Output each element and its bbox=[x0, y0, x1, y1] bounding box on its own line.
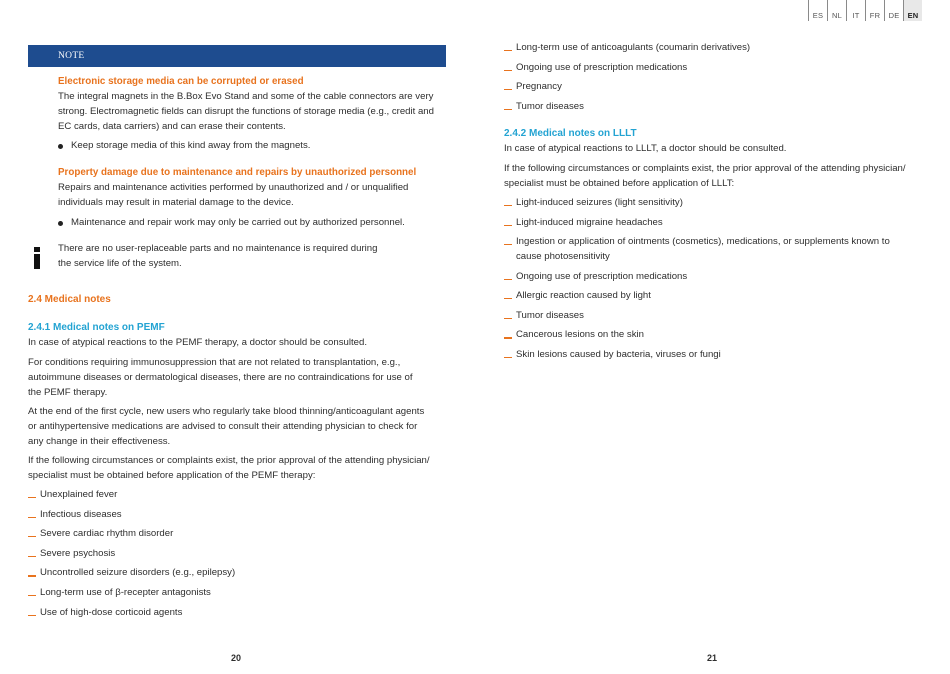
pemf-contraindication-list bbox=[28, 488, 235, 620]
list-item: Pregnancy bbox=[504, 80, 750, 95]
text-line: individuals may result in material damage to the device. bbox=[58, 196, 294, 208]
bullet-storage bbox=[58, 139, 310, 154]
lang-tab-it[interactable]: IT bbox=[846, 0, 865, 21]
lang-tab-fr[interactable]: FR bbox=[865, 0, 884, 21]
list-item: Use of high-dose corticoid agents bbox=[28, 606, 235, 621]
pemf-contraindication-list-continued bbox=[504, 41, 750, 115]
text-line: or antihypertensive medications are advised to consult their attending physician to check for bbox=[28, 420, 418, 432]
text-line: specialist must be obtained before application of the PEMF therapy: bbox=[28, 469, 316, 481]
lang-tab-en[interactable]: EN bbox=[903, 0, 922, 21]
paragraph-pemf-approval bbox=[28, 454, 430, 484]
text-line: specialist must be obtained before application of LLLT: bbox=[504, 177, 735, 189]
text-line: For conditions requiring immunosuppression that are not related to transplantation, e.g., bbox=[28, 357, 401, 368]
text-line: EC cards, data carriers) and can erase their contents. bbox=[58, 120, 286, 132]
note-banner bbox=[28, 45, 446, 67]
warning-text-storage bbox=[58, 90, 434, 134]
list-item: Severe cardiac rhythm disorder bbox=[28, 527, 235, 542]
bullet-icon bbox=[58, 221, 63, 226]
list-item: Cancerous lesions on the skin bbox=[504, 328, 924, 343]
list-item: Light-induced migraine headaches bbox=[504, 216, 924, 231]
subsection-heading-lllt: 2.4.2 Medical notes on LLLT bbox=[504, 128, 637, 139]
note-label: NOTE bbox=[58, 51, 85, 61]
list-item: Infectious diseases bbox=[28, 508, 235, 523]
page-number-right: 21 bbox=[707, 653, 718, 663]
bullet-text: Keep storage media of this kind away from the magnets. bbox=[71, 140, 311, 151]
list-item: Long-term use of β-recepter antagonists bbox=[28, 586, 235, 601]
text-line: In case of atypical reactions to LLLT, a doctor should be consulted. bbox=[504, 143, 787, 154]
paragraph-pemf-atypical bbox=[28, 336, 367, 351]
list-item: Unexplained fever bbox=[28, 488, 235, 503]
info-icon bbox=[32, 247, 42, 269]
paragraph-pemf-first-cycle bbox=[28, 405, 424, 449]
bullet-maintenance bbox=[58, 216, 405, 231]
text-line: The integral magnets in the B.Box Evo Stand and some of the cable connectors are very bbox=[58, 91, 434, 102]
paragraph-lllt-approval bbox=[504, 162, 906, 192]
list-item: Ingestion or application of ointments (cosmetics), medications, or supplements known to cause photosensitivity bbox=[504, 235, 924, 265]
page-number-left: 20 bbox=[231, 653, 242, 663]
list-item: Ongoing use of prescription medications bbox=[504, 61, 750, 76]
list-item: Allergic reaction caused by light bbox=[504, 289, 924, 304]
list-item: Long-term use of anticoagulants (coumarin derivatives) bbox=[504, 41, 750, 56]
text-line: At the end of the first cycle, new users who regularly take blood thinning/anticoagulant agents bbox=[28, 406, 425, 417]
language-tabs bbox=[808, 0, 922, 21]
list-item: Tumor diseases bbox=[504, 309, 924, 324]
text-line: strong. Electromagnetic fields can disrupt the functions of storage media (e.g., credit and bbox=[58, 105, 434, 117]
subsection-heading-pemf: 2.4.1 Medical notes on PEMF bbox=[28, 322, 165, 333]
text-line: any change in their effectiveness. bbox=[28, 435, 171, 447]
text-line: Repairs and maintenance activities performed by unauthorized and / or unqualified bbox=[58, 182, 409, 193]
list-item: Light-induced seizures (light sensitivity) bbox=[504, 196, 924, 211]
bullet-icon bbox=[58, 144, 63, 149]
list-item: Ongoing use of prescription medications bbox=[504, 270, 924, 285]
section-heading-medical-notes: 2.4 Medical notes bbox=[28, 294, 111, 305]
text-line: autoimmune diseases or dermatological diseases, there are no contraindications for use of bbox=[28, 371, 413, 383]
text-line: the service life of the system. bbox=[58, 257, 182, 269]
paragraph-lllt-atypical bbox=[504, 142, 786, 157]
text-line: There are no user-replaceable parts and no maintenance is required during bbox=[58, 243, 378, 254]
warning-text-maintenance bbox=[58, 181, 408, 211]
paragraph-pemf-immunosuppression bbox=[28, 356, 413, 400]
text-line: If the following circumstances or complaints exist, the prior approval of the attending physician/ bbox=[28, 455, 430, 466]
list-item: Tumor diseases bbox=[504, 100, 750, 115]
warning-heading-storage: Electronic storage media can be corrupted or erased bbox=[58, 76, 304, 87]
lllt-contraindication-list bbox=[504, 196, 924, 363]
text-line: In case of atypical reactions to the PEMF therapy, a doctor should be consulted. bbox=[28, 337, 367, 348]
warning-heading-maintenance: Property damage due to maintenance and repairs by unauthorized personnel bbox=[58, 167, 417, 178]
text-line: the PEMF therapy. bbox=[28, 386, 108, 398]
list-item: Severe psychosis bbox=[28, 547, 235, 562]
text-line: If the following circumstances or complaints exist, the prior approval of the attending physician/ bbox=[504, 163, 906, 174]
lang-tab-nl[interactable]: NL bbox=[827, 0, 846, 21]
list-item: Skin lesions caused by bacteria, viruses or fungi bbox=[504, 348, 924, 363]
info-text bbox=[58, 242, 377, 272]
list-item: Uncontrolled seizure disorders (e.g., epilepsy) bbox=[28, 566, 235, 581]
right-page bbox=[475, 0, 950, 674]
lang-tab-de[interactable]: DE bbox=[884, 0, 903, 21]
lang-tab-es[interactable]: ES bbox=[808, 0, 827, 21]
bullet-text: Maintenance and repair work may only be carried out by authorized personnel. bbox=[71, 217, 405, 228]
